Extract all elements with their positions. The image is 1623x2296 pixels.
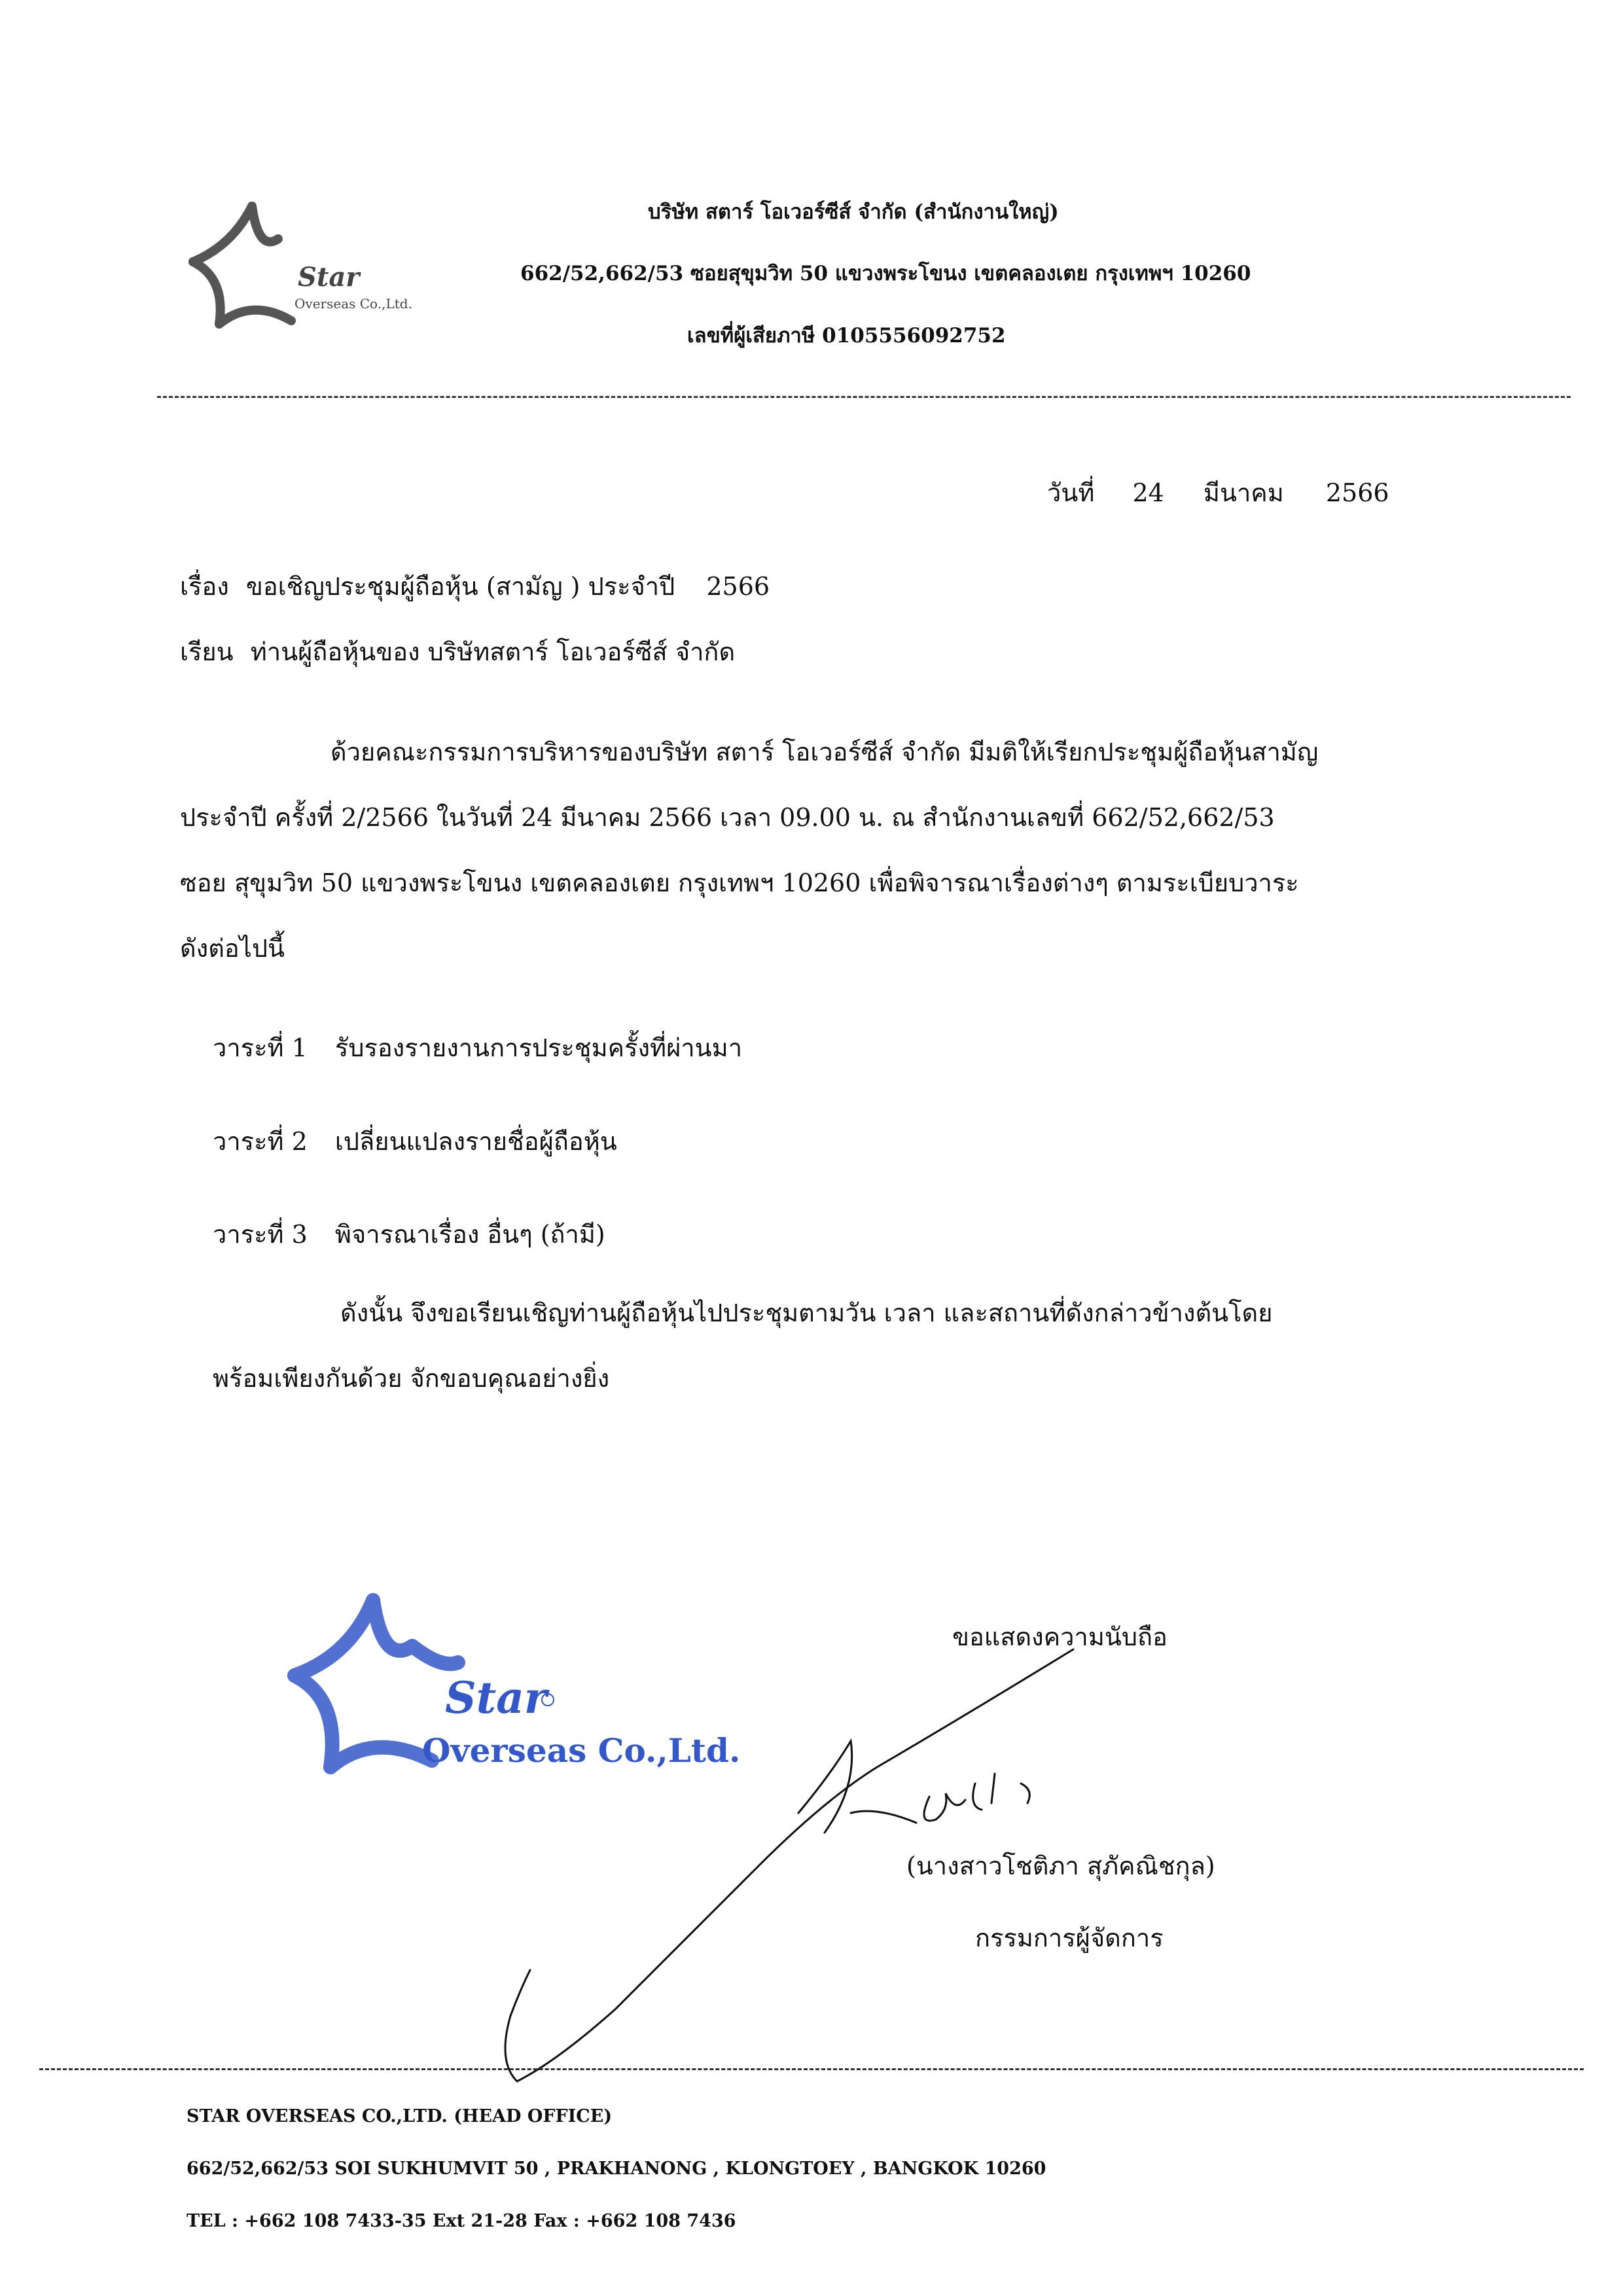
stamp-text: Star xyxy=(445,1672,547,1723)
closing-regards: ขอแสดงความนับถือ xyxy=(952,1623,1168,1651)
company-address-th: 662/52,662/53 ซอยสุขุมวิท 50 แขวงพระโขนง เขตคลองเตย กรุงเทพฯ 10260 xyxy=(520,262,1251,285)
footer-divider xyxy=(39,2068,1584,2070)
company-name-th: บริษัท สตาร์ โอเวอร์ซีส์ จำกัด (สำนักงานใหญ่) xyxy=(648,200,1059,224)
date-line xyxy=(1047,473,1389,512)
date-month: มีนาคม xyxy=(1203,478,1284,507)
agenda-text: พิจารณาเรื่อง อื่นๆ (ถ้ามี) xyxy=(334,1220,605,1249)
signer-name: (นางสาวโชติภา สุภัคณิชกุล) xyxy=(906,1852,1215,1880)
agenda-text: เปลี่ยนแปลงรายชื่อผู้ถือหุ้น xyxy=(334,1127,617,1156)
agenda-label: วาระที่ 1 xyxy=(213,1033,308,1062)
letterhead-logo-subtext: Overseas Co.,Ltd. xyxy=(294,296,412,312)
date-prefix: วันที่ xyxy=(1047,478,1095,507)
paragraph-1-line-3: ซอย สุขุมวิท 50 แขวงพระโขนง เขตคลองเตย กรุงเทพฯ 10260 เพื่อพิจารณาเรื่องต่างๆ ตามระเบียบวาระ xyxy=(180,869,1299,897)
paragraph-1-line-1: ด้วยคณะกรรมการบริหารของบริษัท สตาร์ โอเวอร์ซีส์ จำกัด มีมติให้เรียกประชุมผู้ถือหุ้นสามัญ xyxy=(330,738,1319,766)
subject-label: เรื่อง xyxy=(180,572,229,601)
footer-company: STAR OVERSEAS CO.,LTD. (HEAD OFFICE) xyxy=(187,2106,613,2126)
agenda-item xyxy=(213,1121,617,1161)
paragraph-2-line-2: พร้อมเพียงกันด้วย จักขอบคุณอย่างยิ่ง xyxy=(213,1364,610,1393)
paragraph-1-line-2: ประจำปี ครั้งที่ 2/2566 ในวันที่ 24 มีนาคม 2566 เวลา 09.00 น. ณ สำนักงานเลขที่ 662/52,662/53 xyxy=(180,803,1275,832)
subject-text: ขอเชิญประชุมผู้ถือหุ้น (สามัญ ) ประจำปี xyxy=(245,572,675,601)
footer-address: 662/52,662/53 SOI SUKHUMVIT 50 , PRAKHANONG , KLONGTOEY , BANGKOK 10260 xyxy=(187,2159,1046,2179)
recipient-label: เรียน xyxy=(180,637,234,666)
paragraph-2-line-1: ดังนั้น จึงขอเรียนเชิญท่านผู้ถือหุ้นไปประชุมตามวัน เวลา และสถานที่ดังกล่าวข้างต้นโดย xyxy=(340,1299,1273,1327)
subject-line xyxy=(180,566,770,606)
agenda-label: วาระที่ 2 xyxy=(213,1127,308,1156)
footer-contact: TEL : +662 108 7433-35 Ext 21-28 Fax : +662 108 7436 xyxy=(187,2211,736,2231)
company-tax-id: เลขที่ผู้เสียภาษี 0105556092752 xyxy=(687,324,1006,348)
date-day: 24 xyxy=(1132,478,1164,507)
header-divider xyxy=(157,396,1571,398)
agenda-label: วาระที่ 3 xyxy=(213,1220,308,1249)
agenda-item xyxy=(213,1214,605,1254)
subject-year: 2566 xyxy=(706,572,770,601)
agenda-text: รับรองรายงานการประชุมครั้งที่ผ่านมา xyxy=(334,1033,743,1062)
signer-title: กรรมการผู้จัดการ xyxy=(975,1924,1164,1952)
paragraph-1-line-4: ดังต่อไปนี้ xyxy=(180,934,285,963)
agenda-item xyxy=(213,1028,742,1067)
recipient-line xyxy=(180,632,735,672)
date-year: 2566 xyxy=(1325,478,1389,507)
recipient-text: ท่านผู้ถือหุ้นของ บริษัทสตาร์ โอเวอร์ซีส์ จำกัด xyxy=(250,637,736,666)
stamp-subtext: Overseas Co.,Ltd. xyxy=(422,1731,741,1770)
letterhead-logo-text: Star xyxy=(298,262,360,293)
